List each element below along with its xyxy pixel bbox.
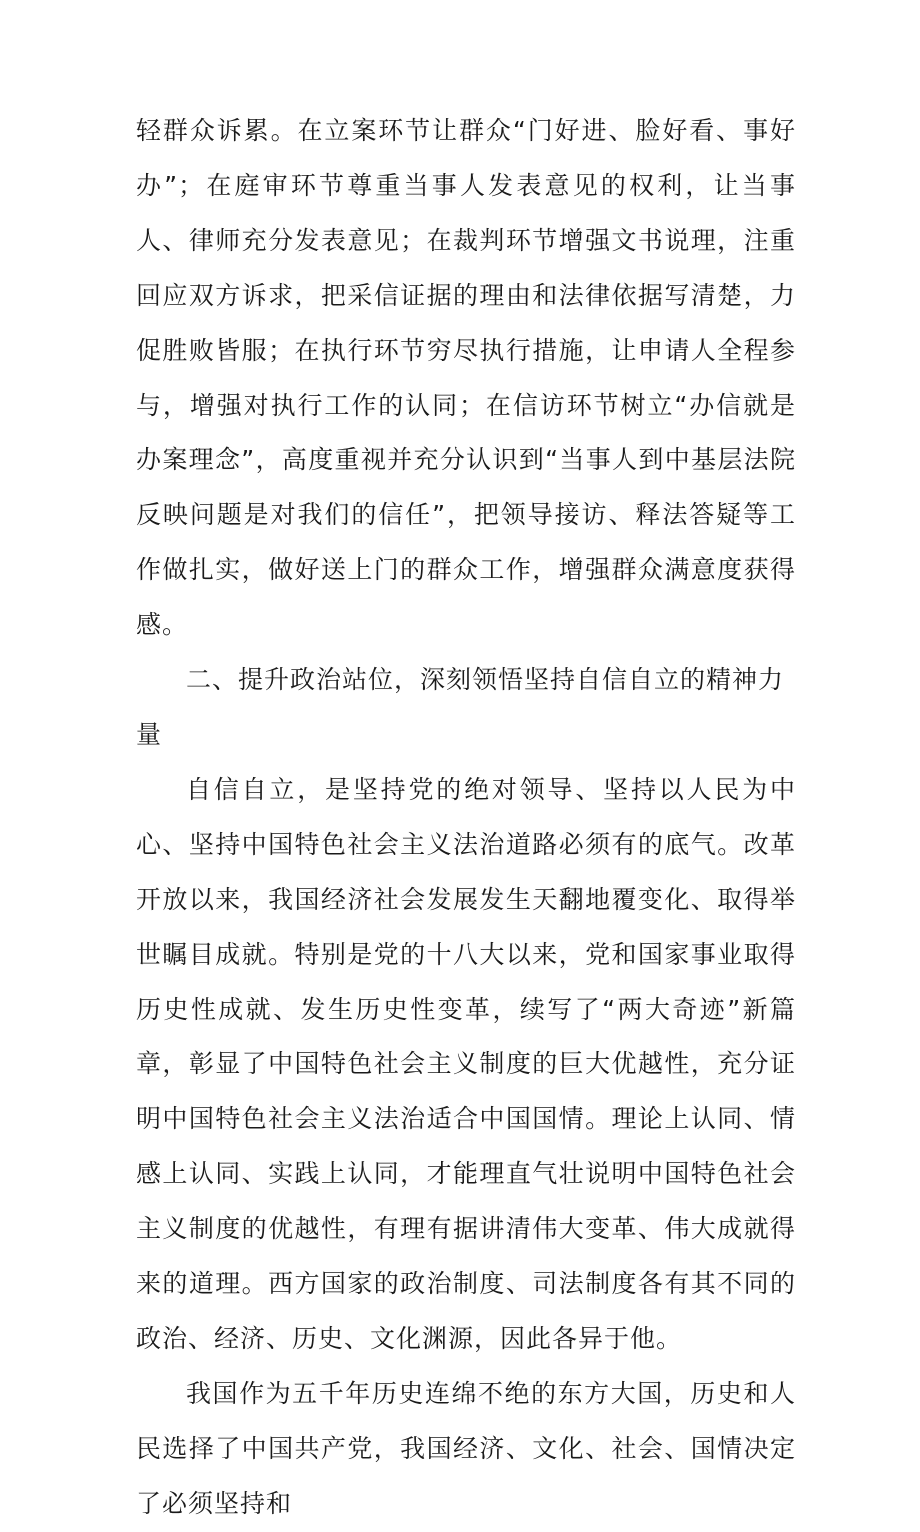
section-heading: 二、提升政治站位，深刻领悟坚持自信自立的精神力量 (136, 665, 785, 749)
body-text-column (136, 104, 796, 1532)
paragraph-body: 我国作为五千年历史连绵不绝的东方大国，历史和人民选择了中国共产党，我国经济、文化、社会、国情决定了必须坚持和 (136, 1378, 796, 1518)
paragraph-continuation: 轻群众诉累。在立案环节让群众“门好进、脸好看、事好办”；在庭审环节尊重当事人发表意见的权利，让当事人、律师充分发表意见；在裁判环节增强文书说理，注重回应双方诉求，把采信证据的理由和法律依据写清楚，力促胜败皆服；在执行环节穷尽执行措施，让申请人全程参与，增强对执行工作的认同；在信访环节树立“办信就是办案理念”，高度重视并充分认识到“当事人到中基层法院反映问题是对我们的信任”，把领导接访、释法答疑等工作做扎实，做好送上门的群众工作，增强群众满意度获得感。 (136, 116, 796, 640)
paragraph-body: 自信自立，是坚持党的绝对领导、坚持以人民为中心、坚持中国特色社会主义法治道路必须有的底气。改革开放以来，我国经济社会发展发生天翻地覆变化、取得举世瞩目成就。特别是党的十八大以来，党和国家事业取得历史性成就、发生历史性变革，续写了“两大奇迹”新篇章，彰显了中国特色社会主义制度的巨大优越性，充分证明中国特色社会主义法治适合中国国情。理论上认同、情感上认同、实践上认同，才能理直气壮说明中国特色社会主义制度的优越性，有理有据讲清伟大变革、伟大成就得来的道理。西方国家的政治制度、司法制度各有其不同的政治、经济、历史、文化渊源，因此各异于他。 (136, 774, 796, 1353)
